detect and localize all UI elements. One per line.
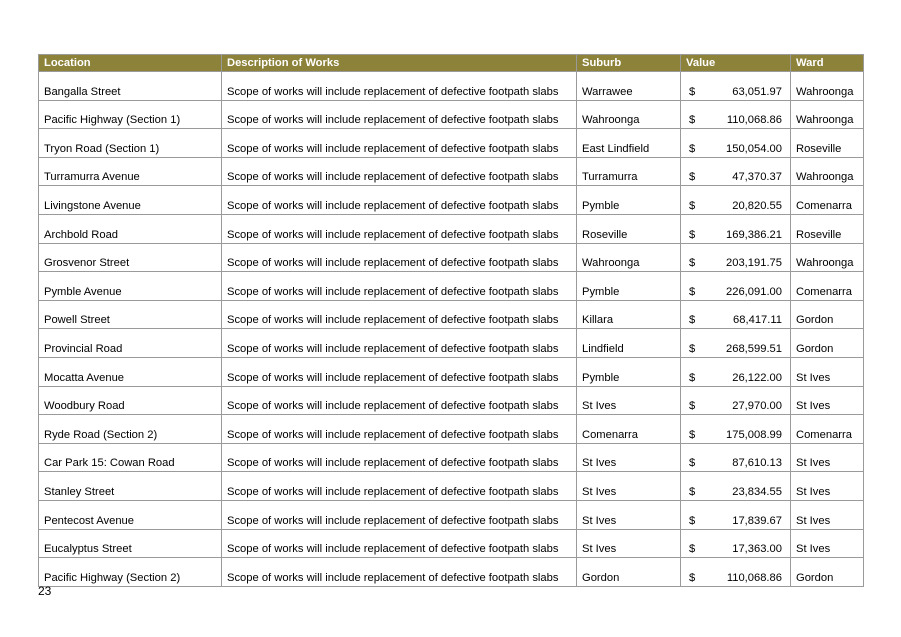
currency-symbol: $ <box>689 257 696 270</box>
value-amount: 268,599.51 <box>726 342 782 355</box>
header-suburb: Suburb <box>577 55 681 72</box>
cell-description: Scope of works will include replacement of defective footpath slabs <box>222 357 577 386</box>
table-row <box>39 386 864 415</box>
cell-value <box>681 386 791 415</box>
value-amount: 110,068.86 <box>726 571 782 584</box>
cell-location: Bangalla Street <box>39 72 222 101</box>
cell-suburb: Gordon <box>577 558 681 587</box>
value-amount: 23,834.55 <box>732 485 782 498</box>
cell-value <box>681 100 791 129</box>
header-location: Location <box>39 55 222 72</box>
cell-location: Pacific Highway (Section 1) <box>39 100 222 129</box>
header-ward: Ward <box>791 55 864 72</box>
currency-symbol: $ <box>689 514 696 527</box>
value-amount: 47,370.37 <box>732 171 782 184</box>
value-amount: 226,091.00 <box>726 285 782 298</box>
table-row <box>39 300 864 329</box>
cell-value <box>681 214 791 243</box>
table-row <box>39 472 864 501</box>
cell-location: Stanley Street <box>39 472 222 501</box>
value-wrap <box>689 229 782 242</box>
table-row <box>39 214 864 243</box>
cell-value <box>681 558 791 587</box>
cell-ward: St Ives <box>791 357 864 386</box>
cell-description: Scope of works will include replacement of defective footpath slabs <box>222 558 577 587</box>
table-row <box>39 186 864 215</box>
cell-suburb: St Ives <box>577 529 681 558</box>
currency-symbol: $ <box>689 485 696 498</box>
cell-suburb: Warrawee <box>577 72 681 101</box>
cell-location: Powell Street <box>39 300 222 329</box>
value-wrap <box>689 114 782 127</box>
value-wrap <box>689 343 782 356</box>
cell-description: Scope of works will include replacement of defective footpath slabs <box>222 72 577 101</box>
value-amount: 203,191.75 <box>726 257 782 270</box>
cell-suburb: Pymble <box>577 357 681 386</box>
value-wrap <box>689 457 782 470</box>
cell-location: Ryde Road (Section 2) <box>39 415 222 444</box>
value-amount: 87,610.13 <box>732 457 782 470</box>
value-wrap <box>689 515 782 528</box>
value-wrap <box>689 372 782 385</box>
cell-location: Pymble Avenue <box>39 272 222 301</box>
table-row <box>39 415 864 444</box>
currency-symbol: $ <box>689 285 696 298</box>
value-wrap <box>689 400 782 413</box>
value-wrap <box>689 543 782 556</box>
value-amount: 17,363.00 <box>732 543 782 556</box>
page-number: 23 <box>38 584 52 598</box>
table-header <box>39 55 864 72</box>
cell-ward: Gordon <box>791 300 864 329</box>
value-amount: 17,839.67 <box>732 514 782 527</box>
cell-description: Scope of works will include replacement of defective footpath slabs <box>222 415 577 444</box>
cell-suburb: St Ives <box>577 500 681 529</box>
currency-symbol: $ <box>689 228 696 241</box>
currency-symbol: $ <box>689 571 696 584</box>
cell-description: Scope of works will include replacement of defective footpath slabs <box>222 214 577 243</box>
currency-symbol: $ <box>689 400 696 413</box>
cell-location: Provincial Road <box>39 329 222 358</box>
works-table <box>38 54 864 587</box>
cell-value <box>681 529 791 558</box>
table-row <box>39 329 864 358</box>
value-amount: 27,970.00 <box>732 400 782 413</box>
cell-location: Woodbury Road <box>39 386 222 415</box>
cell-location: Car Park 15: Cowan Road <box>39 443 222 472</box>
value-wrap <box>689 572 782 585</box>
cell-location: Mocatta Avenue <box>39 357 222 386</box>
cell-value <box>681 329 791 358</box>
value-wrap <box>689 486 782 499</box>
currency-symbol: $ <box>689 199 696 212</box>
cell-suburb: Turramurra <box>577 157 681 186</box>
cell-ward: Comenarra <box>791 415 864 444</box>
value-wrap <box>689 86 782 99</box>
cell-ward: St Ives <box>791 472 864 501</box>
cell-description: Scope of works will include replacement of defective footpath slabs <box>222 157 577 186</box>
cell-ward: Wahroonga <box>791 100 864 129</box>
cell-suburb: Pymble <box>577 272 681 301</box>
cell-value <box>681 300 791 329</box>
value-wrap <box>689 429 782 442</box>
table-row <box>39 129 864 158</box>
header-value: Value <box>681 55 791 72</box>
cell-location: Pentecost Avenue <box>39 500 222 529</box>
cell-value <box>681 243 791 272</box>
cell-description: Scope of works will include replacement of defective footpath slabs <box>222 529 577 558</box>
currency-symbol: $ <box>689 85 696 98</box>
cell-ward: St Ives <box>791 500 864 529</box>
cell-description: Scope of works will include replacement of defective footpath slabs <box>222 329 577 358</box>
value-amount: 20,820.55 <box>732 199 782 212</box>
cell-location: Livingstone Avenue <box>39 186 222 215</box>
header-description: Description of Works <box>222 55 577 72</box>
cell-value <box>681 415 791 444</box>
value-wrap <box>689 257 782 270</box>
value-amount: 150,054.00 <box>726 142 782 155</box>
cell-suburb: Wahroonga <box>577 100 681 129</box>
cell-description: Scope of works will include replacement of defective footpath slabs <box>222 443 577 472</box>
cell-description: Scope of works will include replacement of defective footpath slabs <box>222 100 577 129</box>
cell-description: Scope of works will include replacement of defective footpath slabs <box>222 500 577 529</box>
value-wrap <box>689 143 782 156</box>
cell-suburb: Roseville <box>577 214 681 243</box>
cell-description: Scope of works will include replacement of defective footpath slabs <box>222 243 577 272</box>
cell-suburb: St Ives <box>577 386 681 415</box>
cell-value <box>681 272 791 301</box>
value-amount: 110,068.86 <box>726 114 782 127</box>
cell-location: Pacific Highway (Section 2) <box>39 558 222 587</box>
cell-suburb: Killara <box>577 300 681 329</box>
cell-value <box>681 472 791 501</box>
currency-symbol: $ <box>689 171 696 184</box>
cell-description: Scope of works will include replacement of defective footpath slabs <box>222 472 577 501</box>
value-amount: 169,386.21 <box>726 228 782 241</box>
table-row <box>39 157 864 186</box>
cell-location: Eucalyptus Street <box>39 529 222 558</box>
table-row <box>39 243 864 272</box>
cell-ward: Wahroonga <box>791 243 864 272</box>
value-amount: 175,008.99 <box>726 428 782 441</box>
cell-ward: Gordon <box>791 558 864 587</box>
value-wrap <box>689 200 782 213</box>
value-amount: 68,417.11 <box>733 314 782 327</box>
cell-ward: Roseville <box>791 129 864 158</box>
value-wrap <box>689 314 782 327</box>
table-row <box>39 558 864 587</box>
cell-value <box>681 357 791 386</box>
currency-symbol: $ <box>689 428 696 441</box>
table-row <box>39 100 864 129</box>
cell-location: Archbold Road <box>39 214 222 243</box>
cell-description: Scope of works will include replacement of defective footpath slabs <box>222 186 577 215</box>
table-row <box>39 529 864 558</box>
currency-symbol: $ <box>689 142 696 155</box>
cell-description: Scope of works will include replacement of defective footpath slabs <box>222 300 577 329</box>
cell-value <box>681 129 791 158</box>
cell-ward: Comenarra <box>791 272 864 301</box>
cell-ward: Wahroonga <box>791 157 864 186</box>
cell-value <box>681 186 791 215</box>
cell-location: Tryon Road (Section 1) <box>39 129 222 158</box>
cell-description: Scope of works will include replacement of defective footpath slabs <box>222 386 577 415</box>
table-row <box>39 357 864 386</box>
cell-description: Scope of works will include replacement of defective footpath slabs <box>222 272 577 301</box>
cell-suburb: St Ives <box>577 443 681 472</box>
table-row <box>39 272 864 301</box>
value-wrap <box>689 171 782 184</box>
cell-suburb: Wahroonga <box>577 243 681 272</box>
cell-description: Scope of works will include replacement of defective footpath slabs <box>222 129 577 158</box>
currency-symbol: $ <box>689 114 696 127</box>
cell-ward: Wahroonga <box>791 72 864 101</box>
cell-ward: St Ives <box>791 386 864 415</box>
cell-value <box>681 500 791 529</box>
currency-symbol: $ <box>689 342 696 355</box>
cell-suburb: Pymble <box>577 186 681 215</box>
value-amount: 63,051.97 <box>732 85 782 98</box>
cell-ward: Comenarra <box>791 186 864 215</box>
cell-suburb: Comenarra <box>577 415 681 444</box>
cell-value <box>681 72 791 101</box>
cell-location: Grosvenor Street <box>39 243 222 272</box>
cell-value <box>681 157 791 186</box>
cell-ward: St Ives <box>791 443 864 472</box>
header-row <box>39 55 864 72</box>
cell-value <box>681 443 791 472</box>
cell-suburb: Lindfield <box>577 329 681 358</box>
cell-ward: St Ives <box>791 529 864 558</box>
value-wrap <box>689 286 782 299</box>
currency-symbol: $ <box>689 543 696 556</box>
currency-symbol: $ <box>689 314 696 327</box>
table-body <box>39 72 864 587</box>
cell-suburb: East Lindfield <box>577 129 681 158</box>
value-amount: 26,122.00 <box>732 371 782 384</box>
cell-location: Turramurra Avenue <box>39 157 222 186</box>
cell-ward: Gordon <box>791 329 864 358</box>
table-row <box>39 500 864 529</box>
table-row <box>39 72 864 101</box>
currency-symbol: $ <box>689 371 696 384</box>
currency-symbol: $ <box>689 457 696 470</box>
table-row <box>39 443 864 472</box>
cell-ward: Roseville <box>791 214 864 243</box>
cell-suburb: St Ives <box>577 472 681 501</box>
